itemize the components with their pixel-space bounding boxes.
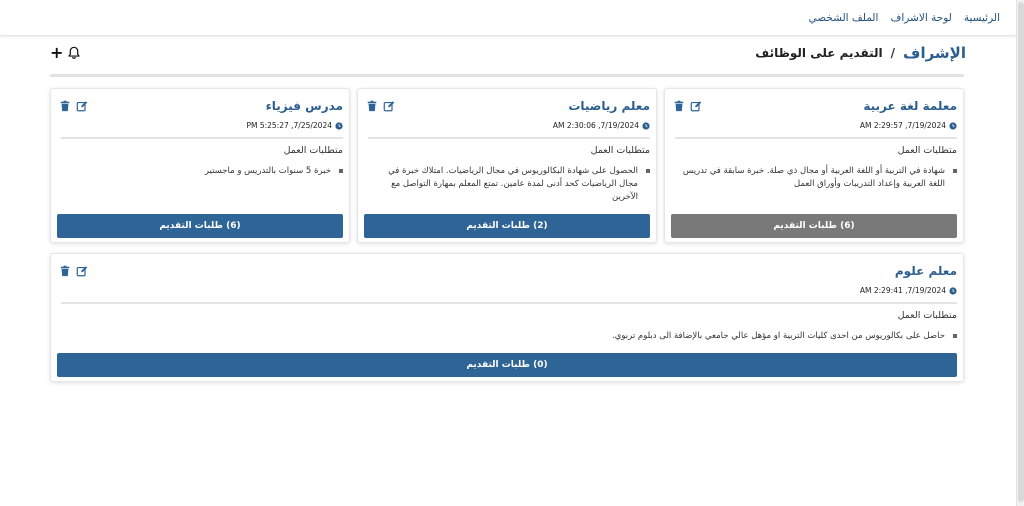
nav-link-dashboard[interactable]: لوحة الاشراف bbox=[890, 12, 952, 24]
add-job-button[interactable]: + bbox=[50, 43, 64, 62]
clock-icon bbox=[642, 122, 650, 130]
applications-button[interactable]: (0) طلبات التقديم bbox=[57, 353, 957, 377]
requirements-list bbox=[372, 165, 650, 204]
edit-icon[interactable] bbox=[76, 100, 88, 112]
job-card-actions bbox=[59, 100, 88, 112]
requirements-label: متطلبات العمل bbox=[283, 145, 343, 156]
job-card bbox=[664, 88, 964, 243]
job-date-text: 7/19/2024, 2:29:57 AM bbox=[859, 121, 946, 130]
job-date bbox=[860, 286, 957, 295]
trash-icon[interactable] bbox=[366, 100, 378, 112]
nav-link-profile[interactable]: الملف الشخصي bbox=[808, 12, 879, 24]
requirements-label: متطلبات العمل bbox=[897, 145, 957, 156]
header-divider bbox=[50, 74, 964, 77]
requirement-item: خبرة 5 سنوات بالتدريس و ماجستير bbox=[65, 165, 343, 178]
job-card bbox=[50, 253, 964, 382]
card-divider bbox=[61, 302, 957, 304]
requirements-list bbox=[65, 330, 957, 343]
job-card-actions bbox=[366, 100, 395, 112]
card-divider bbox=[368, 137, 650, 139]
edit-icon[interactable] bbox=[690, 100, 702, 112]
requirements-label: متطلبات العمل bbox=[590, 145, 650, 156]
requirements-list bbox=[679, 165, 957, 191]
nav-links bbox=[808, 12, 1000, 24]
breadcrumb bbox=[755, 44, 966, 62]
edit-icon[interactable] bbox=[76, 265, 88, 277]
scrollbar-thumb[interactable] bbox=[1018, 2, 1024, 502]
requirements-label: متطلبات العمل bbox=[897, 310, 957, 321]
job-date-text: 7/19/2024, 2:30:06 AM bbox=[552, 121, 639, 130]
job-card bbox=[357, 88, 657, 243]
trash-icon[interactable] bbox=[673, 100, 685, 112]
applications-button[interactable]: (2) طلبات التقديم bbox=[364, 214, 650, 238]
job-card-actions bbox=[673, 100, 702, 112]
job-title: مدرس فيزياء bbox=[265, 99, 343, 113]
job-date bbox=[860, 121, 957, 130]
requirements-list bbox=[65, 165, 343, 178]
header-actions bbox=[50, 43, 81, 62]
bell-icon[interactable] bbox=[67, 46, 81, 60]
breadcrumb-root[interactable]: الإشراف bbox=[903, 44, 966, 62]
breadcrumb-separator: / bbox=[890, 46, 896, 60]
requirement-item: شهادة في التربية أو اللغة العربية أو مجال ذي صلة. خبرة سابقة في تدريس اللغة العربية وإعداد التدريبات وأوراق العمل bbox=[679, 165, 957, 191]
page-scrollbar[interactable] bbox=[1016, 0, 1024, 506]
job-date bbox=[553, 121, 650, 130]
job-title: معلمة لغة عربية bbox=[863, 99, 957, 113]
nav-link-home[interactable]: الرئيسية bbox=[963, 12, 1000, 24]
card-divider bbox=[675, 137, 957, 139]
trash-icon[interactable] bbox=[59, 265, 71, 277]
top-navbar bbox=[0, 0, 1016, 36]
requirement-item: الحصول على شهادة البكالوريوس في مجال الرياضيات. امتلاك خبرة في مجال الرياضيات كحد أدنى لمدة عامين. تمتع المعلم بمهارة التواصل مع الآخرين bbox=[372, 165, 650, 204]
job-card bbox=[50, 88, 350, 243]
trash-icon[interactable] bbox=[59, 100, 71, 112]
job-date-text: 7/19/2024, 2:29:41 AM bbox=[859, 286, 946, 295]
job-title: معلم رياضيات bbox=[568, 99, 650, 113]
card-divider bbox=[61, 137, 343, 139]
job-date bbox=[246, 121, 343, 130]
job-title: معلم علوم bbox=[894, 264, 957, 278]
clock-icon bbox=[949, 287, 957, 295]
job-card-actions bbox=[59, 265, 88, 277]
job-date-text: 7/25/2024, 5:25:27 PM bbox=[246, 121, 332, 130]
clock-icon bbox=[949, 122, 957, 130]
edit-icon[interactable] bbox=[383, 100, 395, 112]
applications-button[interactable]: (6) طلبات التقديم bbox=[57, 214, 343, 238]
breadcrumb-current: التقديم على الوظائف bbox=[755, 46, 883, 60]
clock-icon bbox=[335, 122, 343, 130]
requirement-item: حاصل على بكالوريوس من احدى كليات التربية او مؤهل عالي جامعي بالإضافة الى دبلوم تربوي. bbox=[65, 330, 957, 343]
applications-button[interactable]: (6) طلبات التقديم bbox=[671, 214, 957, 238]
